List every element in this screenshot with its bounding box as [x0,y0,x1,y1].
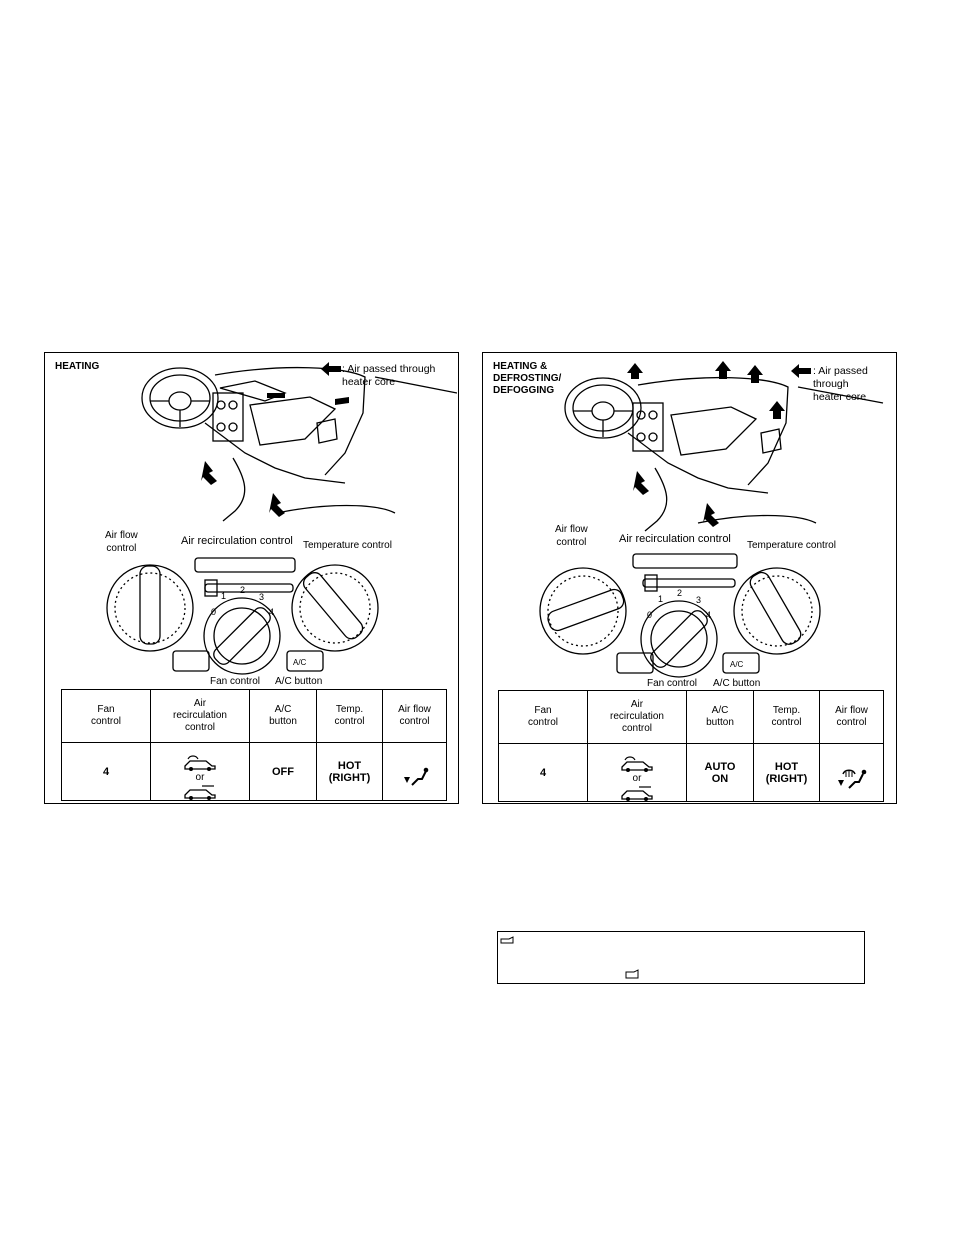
fresh-air-icon [182,784,218,800]
reference-note-box [497,931,865,984]
fan-dial-number: 3 [696,595,702,605]
ac-button-label: A/C [730,660,744,669]
fan-control-label: Fan control [210,676,261,687]
fan-dial-number: 0 [211,607,217,617]
fan-dial-number: 4 [269,607,275,617]
fan-value: 4 [62,743,151,801]
fan-value: 4 [499,744,588,802]
recirculation-value [151,743,250,801]
fan-dial-number: 0 [647,610,653,620]
ac-button-callout: A/C button [275,676,323,687]
dashboard-illustration [45,353,457,693]
temp-value: HOT (RIGHT) [754,744,820,802]
fan-dial-number: 2 [240,585,246,595]
fan-dial-number: 3 [259,592,265,602]
airflow-value [383,743,447,801]
fan-control-label: Fan control [647,678,698,689]
or-text: or [632,773,642,784]
foot-airflow-icon [400,767,430,789]
table-header: A/C button [687,691,754,744]
air-recirculation-control-label: Air recirculation control [181,535,293,547]
air-flow-control-label: Air flow control [105,530,138,554]
table-header: Air flow control [383,690,447,743]
table-header: Fan control [499,691,588,744]
fan-dial-number: 2 [677,588,683,598]
temperature-control-label: Temperature control [303,540,392,551]
table-header: Temp. control [317,690,383,743]
table-header: Temp. control [754,691,820,744]
settings-table [498,690,884,802]
dashboard-illustration [483,353,895,693]
panel-title: HEATING & DEFROSTING/ DEFOGGING [493,361,562,396]
ac-value: OFF [250,743,317,801]
table-header: Air recirculation control [588,691,687,744]
panel-title: HEATING [55,361,100,372]
ac-button-label: A/C [293,658,307,667]
settings-table [61,689,447,801]
recirculation-on-icon [182,755,218,771]
ac-button-callout: A/C button [713,678,761,689]
air-recirculation-control-label: Air recirculation control [619,533,731,545]
fan-dial-number: 4 [706,610,712,620]
pointing-hand-icon [500,935,514,945]
defrost-foot-airflow-icon [835,768,869,790]
table-header: Air recirculation control [151,690,250,743]
pointing-hand-icon [624,969,640,980]
ac-value: AUTO ON [687,744,754,802]
temp-value: HOT (RIGHT) [317,743,383,801]
table-header: A/C button [250,690,317,743]
airflow-value [820,744,884,802]
fan-dial-number: 1 [658,594,664,604]
air-flow-control-label: Air flow control [555,524,588,548]
fan-dial-number: 1 [221,591,227,601]
recirculation-on-icon [619,756,655,772]
heating-panel [44,352,459,804]
recirculation-value [588,744,687,802]
table-header: Fan control [62,690,151,743]
fresh-air-icon [619,785,655,801]
table-header: Air flow control [820,691,884,744]
or-text: or [195,772,205,783]
temperature-control-label: Temperature control [747,540,836,551]
legend-text: : Air passed through heater core [813,365,868,403]
heating-defrosting-panel [482,352,897,804]
legend-text: : Air passed through heater core [342,363,436,388]
